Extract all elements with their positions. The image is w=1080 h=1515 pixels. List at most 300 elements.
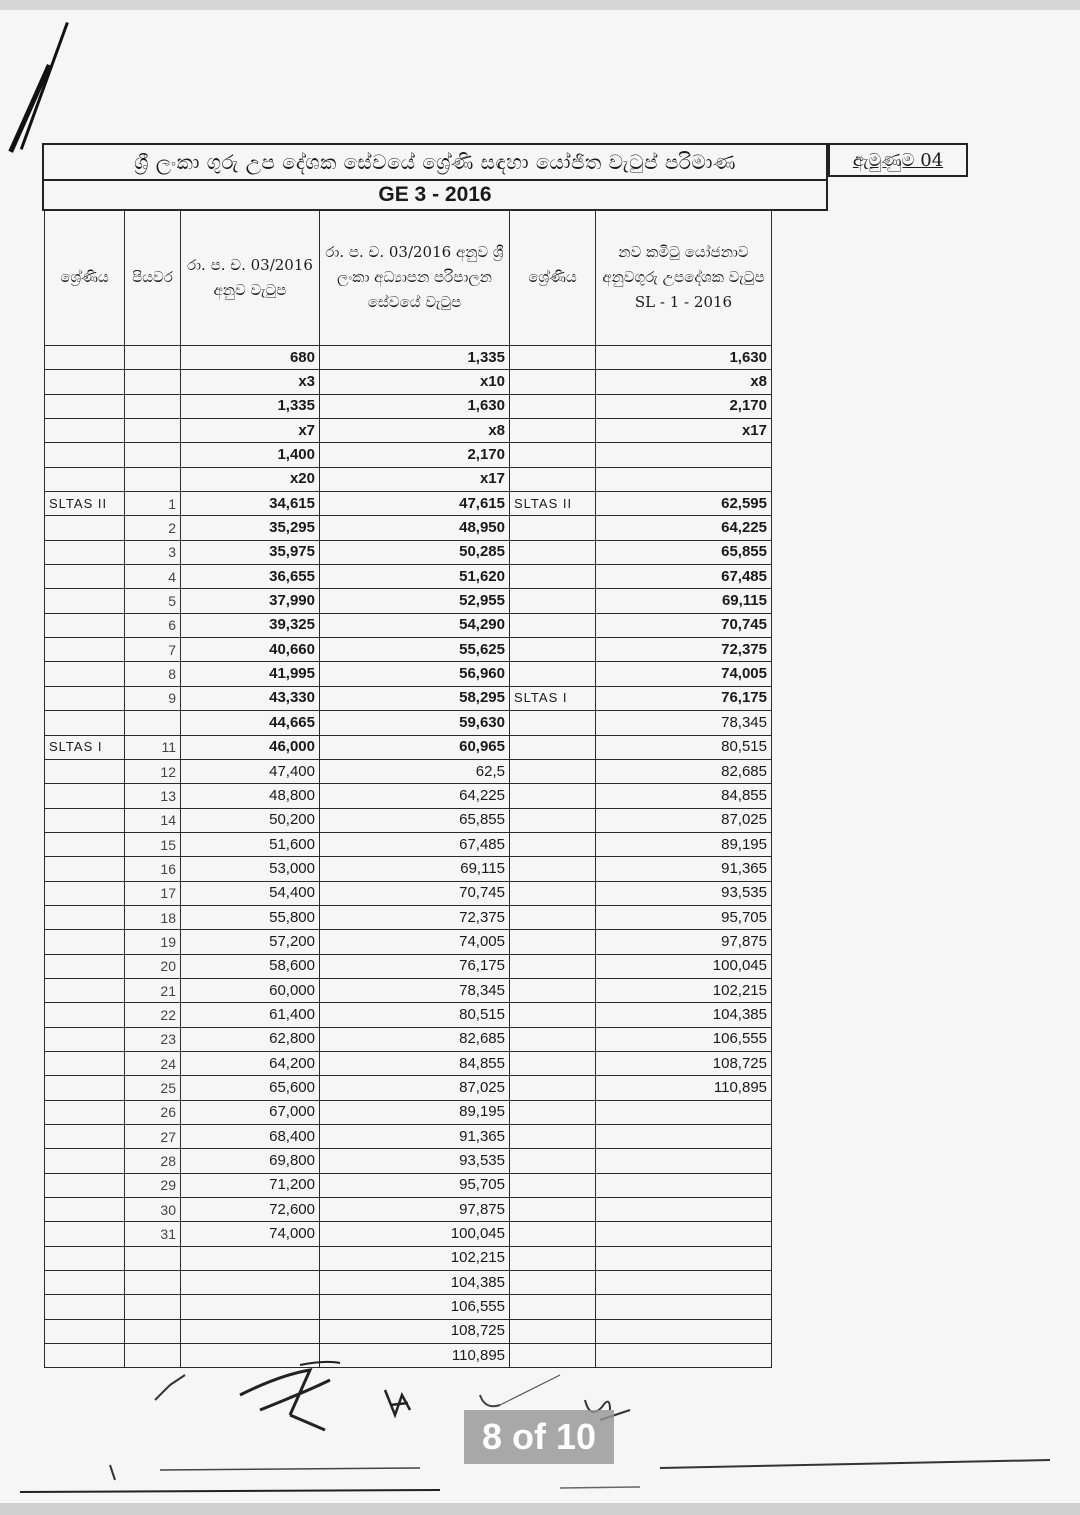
table-cell (510, 1198, 596, 1222)
table-cell (45, 1344, 125, 1368)
table-cell (45, 1295, 125, 1319)
table-cell: 87,025 (320, 1076, 510, 1100)
table-cell (45, 565, 125, 589)
table-cell: 41,995 (181, 662, 320, 686)
table-cell: 23 (125, 1027, 181, 1051)
table-cell (596, 1319, 772, 1343)
table-cell: 62,595 (596, 492, 772, 516)
table-cell (510, 1003, 596, 1027)
table-cell: 31 (125, 1222, 181, 1246)
table-cell (45, 808, 125, 832)
table-cell: 93,535 (320, 1149, 510, 1173)
table-cell: 60,965 (320, 735, 510, 759)
table-cell (45, 1271, 125, 1295)
table-cell (45, 1222, 125, 1246)
table-cell: 19 (125, 930, 181, 954)
table-cell: 22 (125, 1003, 181, 1027)
table-cell: 6 (125, 613, 181, 637)
table-cell: 55,800 (181, 905, 320, 929)
table-cell: x7 (181, 419, 320, 443)
table-cell: 69,800 (181, 1149, 320, 1173)
table-row (45, 370, 772, 394)
table-cell: 64,225 (320, 784, 510, 808)
table-cell: 104,385 (596, 1003, 772, 1027)
table-cell (45, 589, 125, 613)
table-cell: 69,115 (320, 857, 510, 881)
table-cell: 1,400 (181, 443, 320, 467)
table-row (45, 613, 772, 637)
table-cell: SLTAS I (510, 686, 596, 710)
table-cell (510, 1222, 596, 1246)
table-cell (45, 784, 125, 808)
table-cell: 30 (125, 1198, 181, 1222)
table-cell (45, 978, 125, 1002)
document-subtitle-text: GE 3 - 2016 (378, 183, 492, 206)
table-cell: x8 (596, 370, 772, 394)
table-cell: 69,115 (596, 589, 772, 613)
table-cell: 29 (125, 1173, 181, 1197)
table-cell: 67,485 (596, 565, 772, 589)
table-cell (596, 1125, 772, 1149)
table-cell: 47,615 (320, 492, 510, 516)
table-cell (45, 662, 125, 686)
table-cell: 37,990 (181, 589, 320, 613)
table-cell: 82,685 (596, 759, 772, 783)
table-row (45, 1100, 772, 1124)
table-cell (125, 467, 181, 491)
table-cell (45, 1246, 125, 1270)
annex-label-text: ඇමුණුම 04 (852, 149, 944, 171)
table-row (45, 467, 772, 491)
table-cell (510, 1076, 596, 1100)
table-cell (510, 1271, 596, 1295)
table-cell: 71,200 (181, 1173, 320, 1197)
table-cell (45, 711, 125, 735)
table-cell (510, 1246, 596, 1270)
table-cell: 1 (125, 492, 181, 516)
table-row (45, 905, 772, 929)
table-cell: 35,975 (181, 540, 320, 564)
table-cell (45, 540, 125, 564)
table-row (45, 565, 772, 589)
table-cell (596, 467, 772, 491)
table-cell: x20 (181, 467, 320, 491)
table-cell: 65,600 (181, 1076, 320, 1100)
table-cell (510, 1149, 596, 1173)
table-cell (181, 1295, 320, 1319)
table-cell (125, 1246, 181, 1270)
table-cell (45, 394, 125, 418)
table-cell: 2,170 (596, 394, 772, 418)
table-cell: 76,175 (596, 686, 772, 710)
table-cell: 104,385 (320, 1271, 510, 1295)
table-row (45, 662, 772, 686)
pen-stroke-decoration (20, 22, 69, 150)
table-cell: x17 (320, 467, 510, 491)
table-cell: 18 (125, 905, 181, 929)
table-row (45, 1149, 772, 1173)
table-row (45, 419, 772, 443)
table-cell (596, 1149, 772, 1173)
header-step: පියවර (125, 210, 181, 346)
table-cell (125, 394, 181, 418)
table-cell (510, 1295, 596, 1319)
table-row (45, 784, 772, 808)
table-row (45, 881, 772, 905)
table-cell (596, 1295, 772, 1319)
table-cell: 62,800 (181, 1027, 320, 1051)
table-cell: 70,745 (320, 881, 510, 905)
table-cell: 34,615 (181, 492, 320, 516)
table-cell (45, 467, 125, 491)
table-cell (510, 467, 596, 491)
table-cell (125, 443, 181, 467)
table-cell (510, 565, 596, 589)
table-cell (45, 930, 125, 954)
table-cell (510, 638, 596, 662)
table-cell: 54,290 (320, 613, 510, 637)
table-cell (45, 1173, 125, 1197)
table-cell (45, 857, 125, 881)
table-cell: 50,200 (181, 808, 320, 832)
bottom-edge (0, 1503, 1080, 1515)
table-cell (45, 954, 125, 978)
table-cell: 60,000 (181, 978, 320, 1002)
table-cell: 44,665 (181, 711, 320, 735)
table-cell (125, 370, 181, 394)
table-cell: 95,705 (596, 905, 772, 929)
table-cell: 1,630 (596, 346, 772, 370)
table-cell: 74,005 (320, 930, 510, 954)
table-cell: 51,600 (181, 832, 320, 856)
table-cell: 2,170 (320, 443, 510, 467)
table-cell: 84,855 (320, 1051, 510, 1075)
table-cell (45, 1100, 125, 1124)
table-cell (596, 1222, 772, 1246)
table-cell (510, 443, 596, 467)
table-cell: 20 (125, 954, 181, 978)
table-cell (45, 1149, 125, 1173)
table-cell: 35,295 (181, 516, 320, 540)
table-cell: 24 (125, 1051, 181, 1075)
table-row (45, 1198, 772, 1222)
table-row (45, 540, 772, 564)
document-title-text: ශ්‍රී ලංකා ගුරු උප දේශක සේවයේ ශ්‍රේණි සඳහා යෝජිත වැටුප් පරිමාණ (134, 150, 736, 174)
table-cell: 67,485 (320, 832, 510, 856)
table-cell (510, 954, 596, 978)
table-cell (45, 1198, 125, 1222)
table-cell: 82,685 (320, 1027, 510, 1051)
table-cell: 25 (125, 1076, 181, 1100)
table-cell (125, 346, 181, 370)
table-cell (510, 1319, 596, 1343)
table-cell: 54,400 (181, 881, 320, 905)
table-cell: 17 (125, 881, 181, 905)
table-cell: 8 (125, 662, 181, 686)
table-cell: 58,600 (181, 954, 320, 978)
table-cell (510, 735, 596, 759)
table-cell: 68,400 (181, 1125, 320, 1149)
table-cell: 89,195 (320, 1100, 510, 1124)
table-cell (45, 686, 125, 710)
table-cell: 14 (125, 808, 181, 832)
header-circular-salary: රා. ප. ච. 03/2016 අනුව වැටුප (181, 210, 320, 346)
table-cell: 15 (125, 832, 181, 856)
table-cell: 26 (125, 1100, 181, 1124)
table-cell (510, 857, 596, 881)
table-cell (510, 930, 596, 954)
table-cell: 97,875 (320, 1198, 510, 1222)
table-cell (510, 419, 596, 443)
table-cell (45, 759, 125, 783)
table-cell: SLTAS I (45, 735, 125, 759)
table-row (45, 516, 772, 540)
table-cell (596, 1198, 772, 1222)
table-row (45, 589, 772, 613)
table-cell: 43,330 (181, 686, 320, 710)
table-cell (510, 978, 596, 1002)
table-cell: 80,515 (320, 1003, 510, 1027)
table-cell (510, 1125, 596, 1149)
table-row (45, 808, 772, 832)
table-cell (45, 516, 125, 540)
table-cell: 1,630 (320, 394, 510, 418)
table-row (45, 1222, 772, 1246)
table-row (45, 1173, 772, 1197)
table-cell (596, 1246, 772, 1270)
table-cell (45, 346, 125, 370)
table-row (45, 1295, 772, 1319)
table-cell (510, 784, 596, 808)
table-row (45, 1076, 772, 1100)
table-cell: 72,375 (596, 638, 772, 662)
table-cell: 48,950 (320, 516, 510, 540)
table-cell: 13 (125, 784, 181, 808)
table-cell (45, 419, 125, 443)
table-cell: 64,225 (596, 516, 772, 540)
table-cell: 97,875 (596, 930, 772, 954)
table-cell: 28 (125, 1149, 181, 1173)
table-cell: 91,365 (596, 857, 772, 881)
table-cell: 80,515 (596, 735, 772, 759)
header-proposed-salary: නව කමිටු යෝජනාව අනුවගුරු උපදේශක වැටුප SL - 1 - 2016 (596, 210, 772, 346)
table-cell (596, 1100, 772, 1124)
table-cell: 39,325 (181, 613, 320, 637)
table-row (45, 346, 772, 370)
table-cell (510, 808, 596, 832)
table-cell: 9 (125, 686, 181, 710)
table-cell: 57,200 (181, 930, 320, 954)
table-cell: 65,855 (320, 808, 510, 832)
table-cell: SLTAS II (510, 492, 596, 516)
table-cell (45, 905, 125, 929)
table-cell (510, 832, 596, 856)
table-cell: 102,215 (320, 1246, 510, 1270)
table-cell: 50,285 (320, 540, 510, 564)
header-slas-salary: රා. ප. ච. 03/2016 අනුව ශ්‍රී ලංකා අධ්‍යාපන පරිපාලන සේවයේ වැටුප (320, 210, 510, 346)
table-cell: 53,000 (181, 857, 320, 881)
table-cell: 87,025 (596, 808, 772, 832)
table-row (45, 759, 772, 783)
table-cell (596, 443, 772, 467)
table-cell: 110,895 (596, 1076, 772, 1100)
table-cell (510, 1027, 596, 1051)
table-cell (45, 832, 125, 856)
table-cell (510, 711, 596, 735)
table-cell: 1,335 (320, 346, 510, 370)
page-indicator (464, 1410, 614, 1464)
table-row (45, 735, 772, 759)
table-cell: 36,655 (181, 565, 320, 589)
header-grade: ශ්‍රේණිය (45, 210, 125, 346)
table-cell: 91,365 (320, 1125, 510, 1149)
table-cell: 680 (181, 346, 320, 370)
table-row (45, 857, 772, 881)
table-cell: 51,620 (320, 565, 510, 589)
table-row (45, 1051, 772, 1075)
table-cell: 108,725 (596, 1051, 772, 1075)
table-cell (45, 1003, 125, 1027)
table-row (45, 978, 772, 1002)
table-cell (510, 589, 596, 613)
table-cell: 84,855 (596, 784, 772, 808)
table-cell: 74,005 (596, 662, 772, 686)
table-cell: 67,000 (181, 1100, 320, 1124)
table-row (45, 394, 772, 418)
table-cell: 2 (125, 516, 181, 540)
table-cell: 100,045 (320, 1222, 510, 1246)
table-body (45, 346, 772, 1368)
table-cell: 27 (125, 1125, 181, 1149)
table-cell (510, 394, 596, 418)
table-cell (510, 1051, 596, 1075)
table-cell (510, 662, 596, 686)
table-row (45, 930, 772, 954)
table-row (45, 443, 772, 467)
table-cell: 106,555 (596, 1027, 772, 1051)
table-cell: x8 (320, 419, 510, 443)
table-cell (45, 638, 125, 662)
table-cell: 106,555 (320, 1295, 510, 1319)
table-cell: 12 (125, 759, 181, 783)
table-cell (181, 1246, 320, 1270)
table-cell: 72,375 (320, 905, 510, 929)
table-cell: 3 (125, 540, 181, 564)
table-cell (510, 346, 596, 370)
table-header-row (45, 210, 772, 346)
table-cell: 89,195 (596, 832, 772, 856)
pen-stroke-decoration (8, 64, 51, 153)
table-cell: 78,345 (596, 711, 772, 735)
table-cell: 4 (125, 565, 181, 589)
table-row (45, 1319, 772, 1343)
table-row (45, 954, 772, 978)
table-cell (510, 759, 596, 783)
table-cell (45, 1076, 125, 1100)
document-subtitle (42, 181, 828, 211)
table-cell: 21 (125, 978, 181, 1002)
table-cell: 56,960 (320, 662, 510, 686)
table-cell (510, 370, 596, 394)
table-cell: 62,5 (320, 759, 510, 783)
table-cell: 108,725 (320, 1319, 510, 1343)
table-cell: 58,295 (320, 686, 510, 710)
table-cell (510, 516, 596, 540)
header-grade-proposed: ශ්‍රේණිය (510, 210, 596, 346)
table-row (45, 492, 772, 516)
table-cell (596, 1173, 772, 1197)
table-cell: 76,175 (320, 954, 510, 978)
table-cell (45, 1051, 125, 1075)
table-cell: x3 (181, 370, 320, 394)
table-row (45, 832, 772, 856)
table-row (45, 1246, 772, 1270)
table-cell: 93,535 (596, 881, 772, 905)
table-cell: 74,000 (181, 1222, 320, 1246)
table-cell: 59,630 (320, 711, 510, 735)
table-cell: 110,895 (320, 1344, 510, 1368)
table-cell (510, 613, 596, 637)
table-cell: 65,855 (596, 540, 772, 564)
table-cell: 78,345 (320, 978, 510, 1002)
table-row (45, 1003, 772, 1027)
page-indicator-text: 8 of 10 (481, 1416, 597, 1457)
table-cell (510, 1173, 596, 1197)
table-cell (510, 881, 596, 905)
table-cell (45, 881, 125, 905)
table-cell (125, 711, 181, 735)
table-cell: 5 (125, 589, 181, 613)
table-cell (510, 540, 596, 564)
table-cell (45, 443, 125, 467)
table-cell: 102,215 (596, 978, 772, 1002)
top-edge (0, 0, 1080, 10)
table-cell: 61,400 (181, 1003, 320, 1027)
table-cell: 70,745 (596, 613, 772, 637)
salary-scale-table (44, 209, 772, 1368)
table-cell: 7 (125, 638, 181, 662)
table-cell (596, 1271, 772, 1295)
table-row (45, 711, 772, 735)
document-title (42, 143, 828, 181)
table-row (45, 1027, 772, 1051)
table-cell (125, 1271, 181, 1295)
table-cell (45, 1027, 125, 1051)
table-cell: 16 (125, 857, 181, 881)
table-cell: 11 (125, 735, 181, 759)
table-cell: SLTAS II (45, 492, 125, 516)
table-row (45, 1271, 772, 1295)
table-cell: 48,800 (181, 784, 320, 808)
table-cell (45, 370, 125, 394)
annex-label (828, 143, 968, 177)
table-cell: x10 (320, 370, 510, 394)
table-cell: 52,955 (320, 589, 510, 613)
table-cell: x17 (596, 419, 772, 443)
table-cell: 72,600 (181, 1198, 320, 1222)
table-cell (45, 613, 125, 637)
table-cell (510, 905, 596, 929)
table-cell: 55,625 (320, 638, 510, 662)
table-cell: 1,335 (181, 394, 320, 418)
table-cell: 47,400 (181, 759, 320, 783)
table-row (45, 1125, 772, 1149)
table-row (45, 686, 772, 710)
table-cell (181, 1319, 320, 1343)
table-cell: 46,000 (181, 735, 320, 759)
table-cell: 100,045 (596, 954, 772, 978)
table-cell: 95,705 (320, 1173, 510, 1197)
